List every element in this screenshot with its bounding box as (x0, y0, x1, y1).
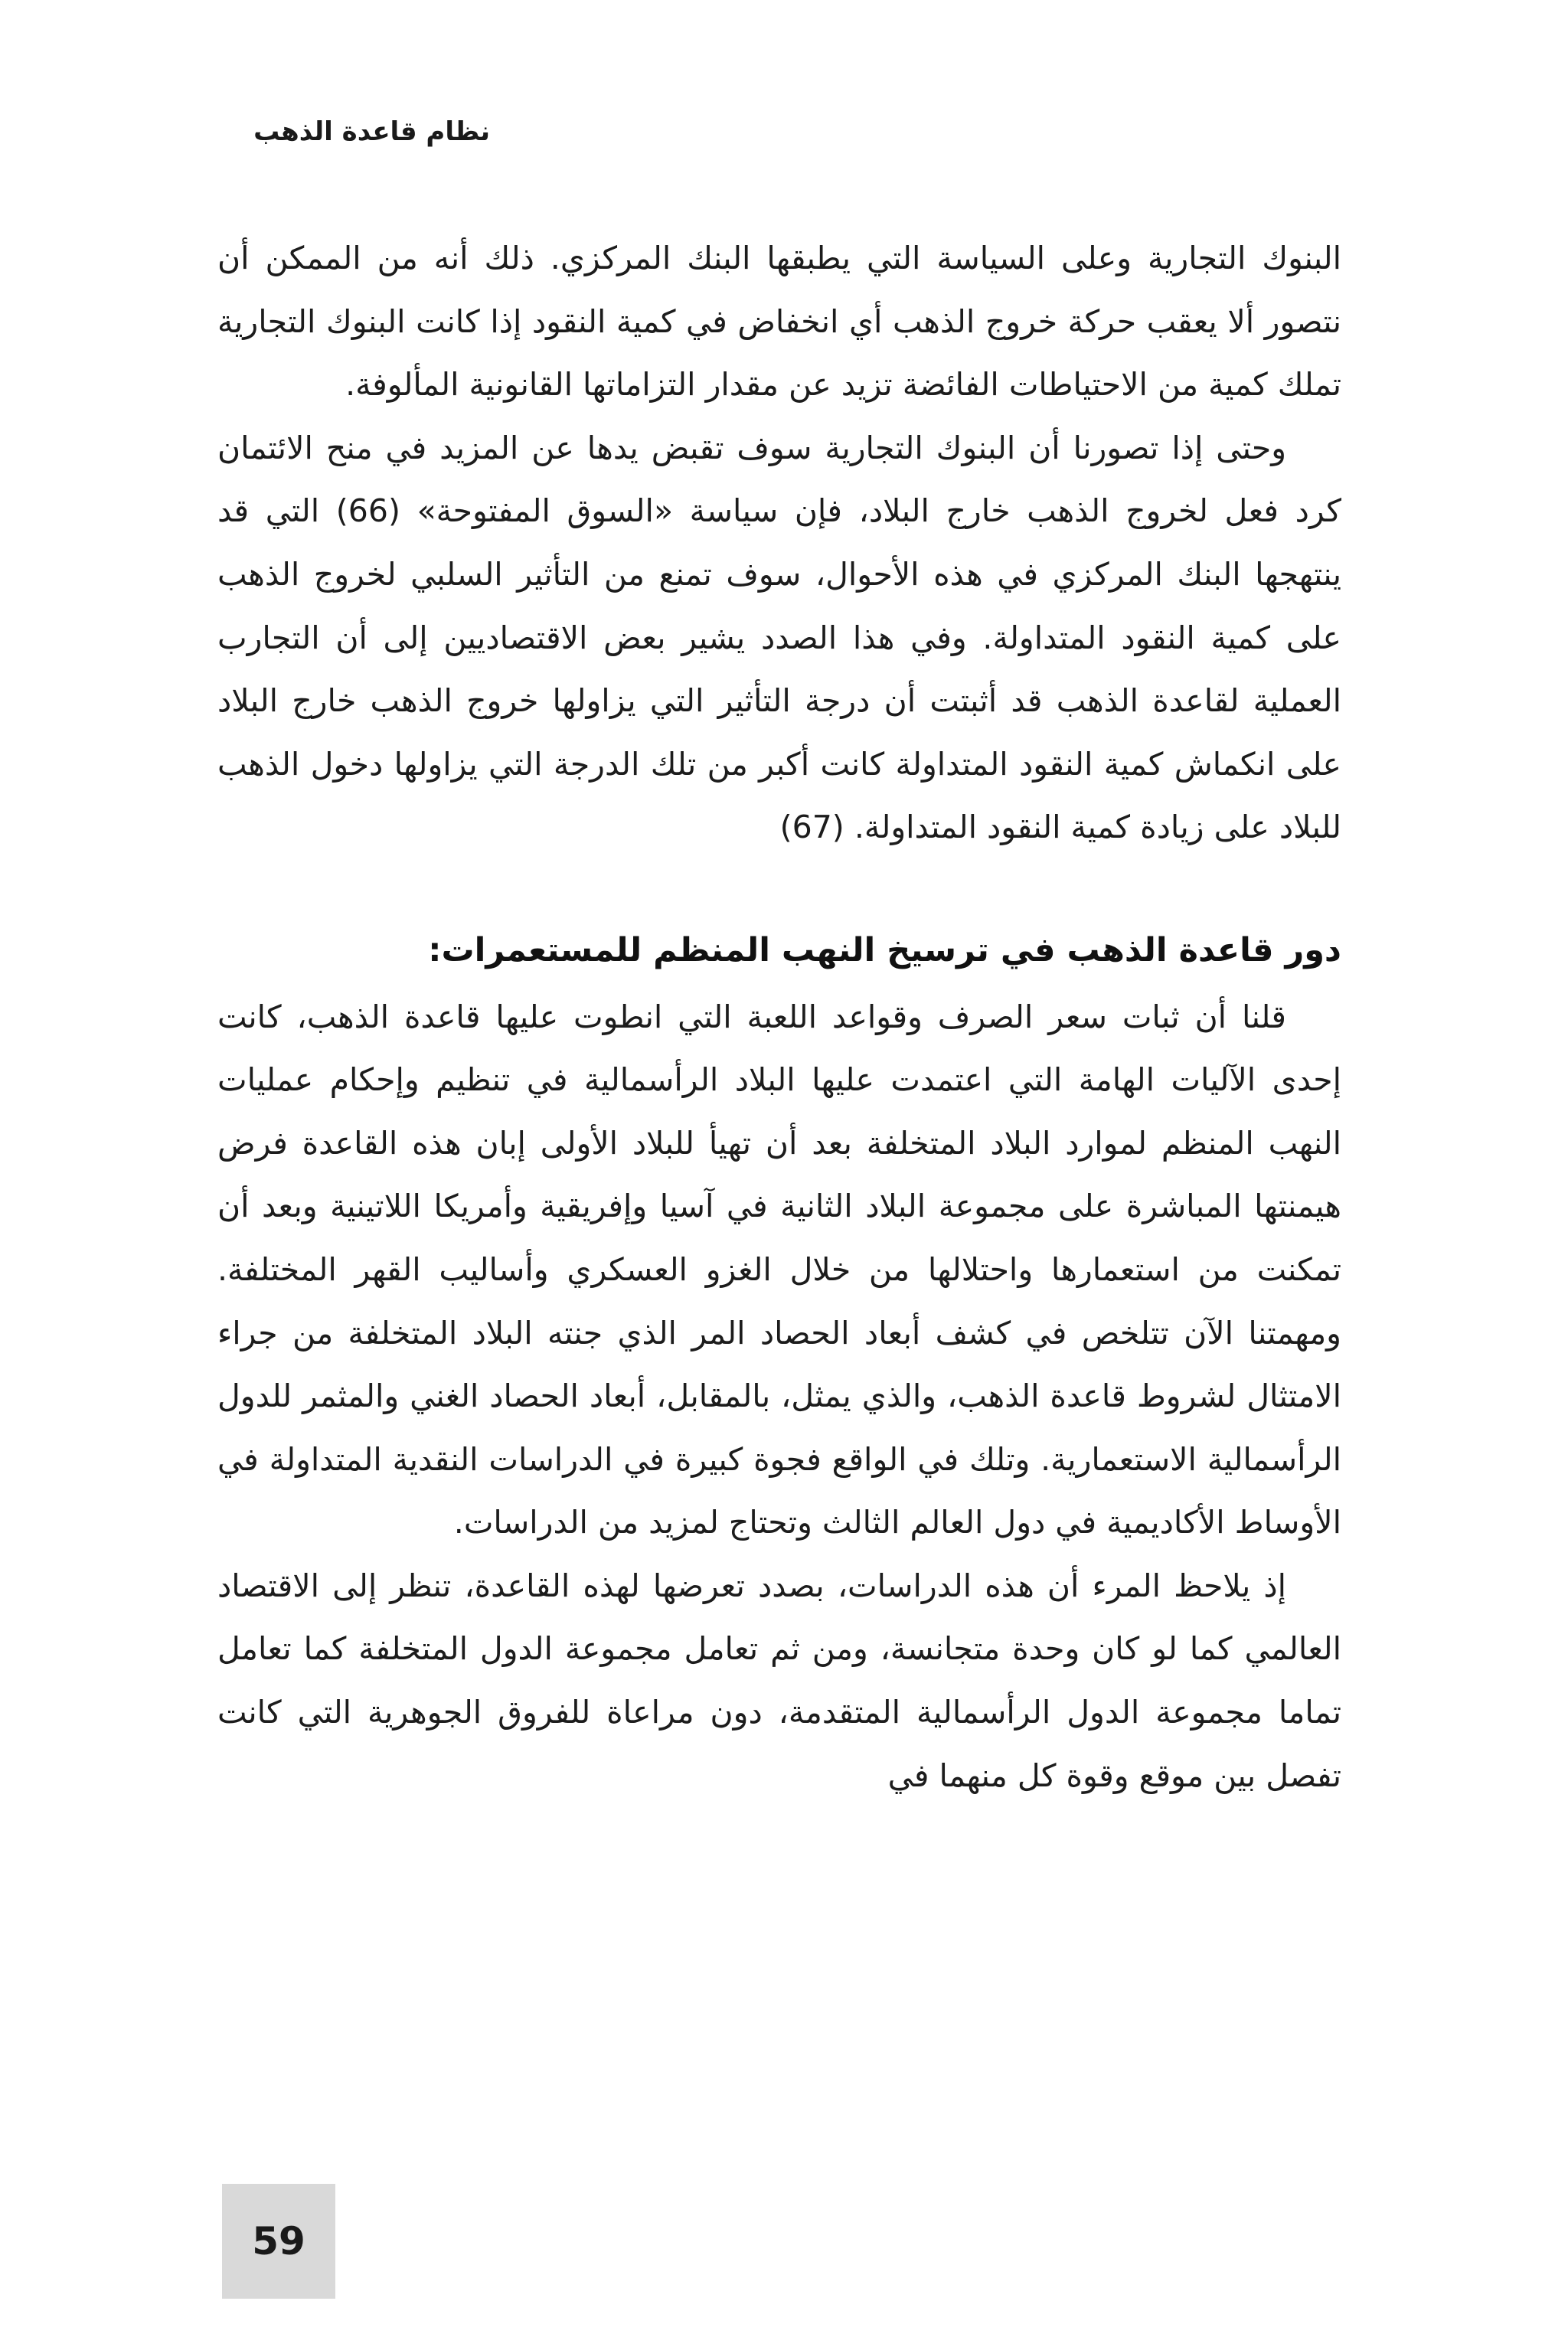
body-text (217, 227, 1341, 1807)
running-header-title: نظام قاعدة الذهب (253, 116, 490, 147)
page-number: 59 (252, 2219, 305, 2263)
section-heading: دور قاعدة الذهب في ترسيخ النهب المنظم للمستعمرات: (428, 930, 1341, 969)
paragraph-plunder: قلنا أن ثبات سعر الصرف وقواعد اللعبة التي انطوت عليها قاعدة الذهب، كانت إحدى الآليات الهامة التي اعتمدت عليها البلاد الرأسمالية في تنظيم وإحكام عمليات النهب المنظم لموارد البلاد المتخلفة بعد أن تهيأ للبلاد الأولى إبان هذه القاعدة فرض هيمنتها المباشرة على مجموعة البلاد الثانية في آسيا وإفريقية وأمريكا اللاتينية وبعد أن تمكنت من استعمارها واحتلالها من خلال الغزو العسكري وأساليب القهر المختلفة. ومهمتنا الآن تتلخص في كشف أبعاد الحصاد المر الذي جنته البلاد المتخلفة من جراء الامتثال لشروط قاعدة الذهب، والذي يمثل، بالمقابل، أبعاد الحصاد الغني والمثمر للدول الرأسمالية الاستعمارية. وتلك في الواقع فجوة كبيرة في الدراسات النقدية المتداولة في الأوساط الأكاديمية في دول العالم الثالث وتحتاج لمزيد من الدراسات. (217, 998, 1341, 1541)
page-number-box (222, 2184, 335, 2299)
paragraph-open-market: وحتى إذا تصورنا أن البنوك التجارية سوف تقبض يدها عن المزيد في منح الائتمان كرد فعل لخروج الذهب خارج البلاد، فإن سياسة «السوق المفتوحة» (66) التي قد ينتهجها البنك المركزي في هذه الأحوال، سوف تمنع من التأثير السلبي لخروج الذهب على كمية النقود المتداولة. وفي هذا الصدد يشير بعض الاقتصاديين إلى أن التجارب العملية لقاعدة الذهب قد أثبتت أن درجة التأثير التي يزاولها خروج الذهب خارج البلاد على انكماش كمية النقود المتداولة كانت أكبر من تلك الدرجة التي يزاولها دخول الذهب للبلاد على زيادة كمية النقود المتداولة. (67) (217, 429, 1341, 846)
paragraph-continued: البنوك التجارية وعلى السياسة التي يطبقها البنك المركزي. ذلك أنه من الممكن أن نتصور ألا يعقب حركة خروج الذهب أي انخفاض في كمية النقود إذا كانت البنوك التجارية تملك كمية من الاحتياطات الفائضة تزيد عن مقدار التزاماتها القانونية المألوفة. (217, 240, 1341, 404)
paragraph-studies: إذ يلاحظ المرء أن هذه الدراسات، بصدد تعرضها لهذه القاعدة، تنظر إلى الاقتصاد العالمي كما لو كان وحدة متجانسة، ومن ثم تعامل مجموعة الدول المتخلفة كما تعامل تماما مجموعة الدول الرأسمالية المتقدمة، دون مراعاة للفروق الجوهرية التي كانت تفصل بين موقع وقوة كل منهما في (217, 1567, 1341, 1794)
